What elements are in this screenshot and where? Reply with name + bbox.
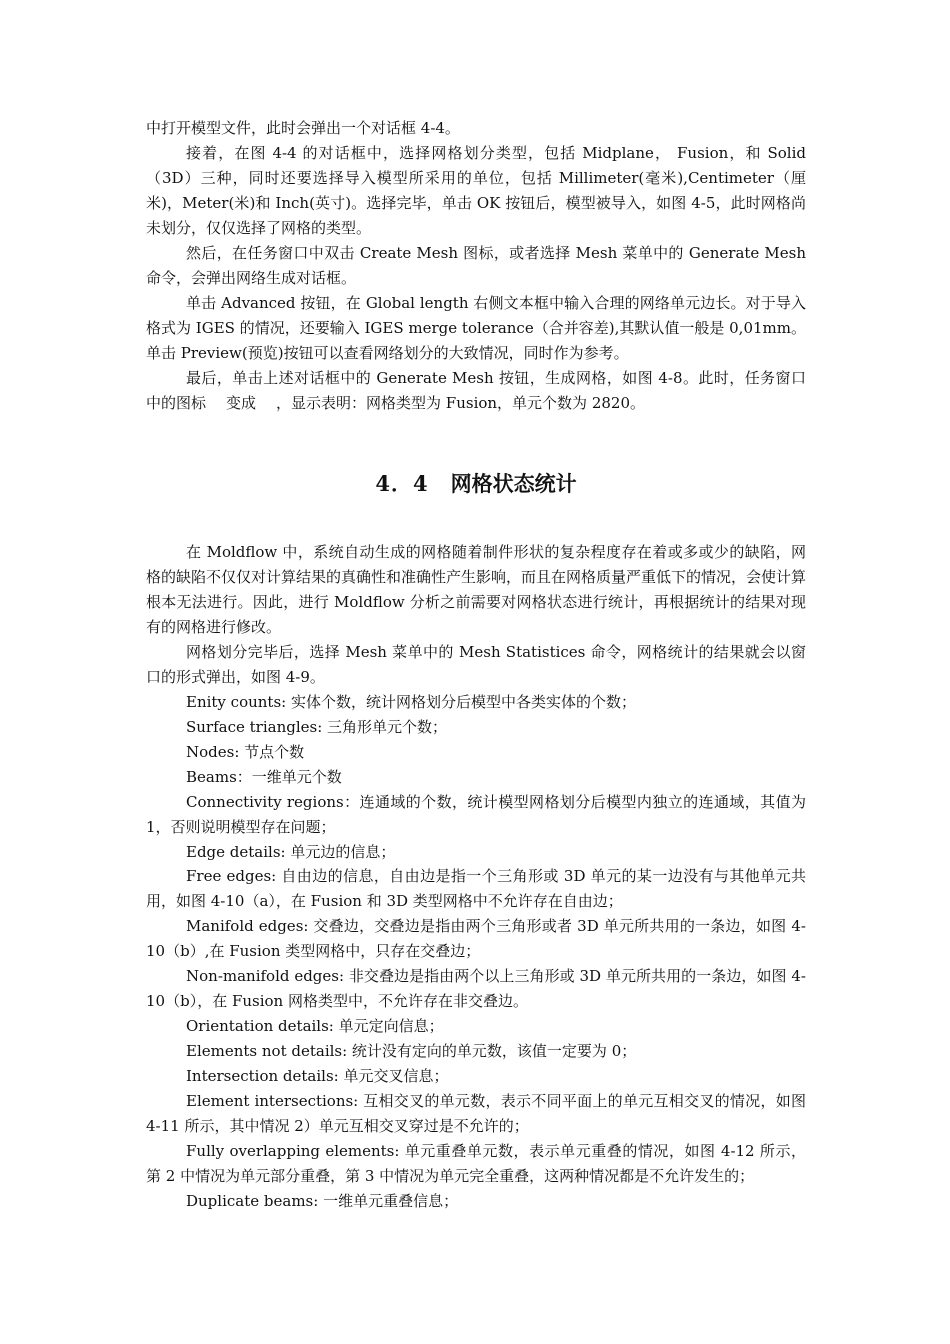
section-number: 4．4 (375, 471, 429, 496)
list-item: Connectivity regions：连通域的个数，统计模型网格划分后模型内独立的连通域，其值为 1，否则说明模型存在问题； (146, 793, 806, 836)
list-item: Fully overlapping elements: 单元重叠单元数，表示单元重叠的情况，如图 4-12 所示，第 2 中情况为单元部分重叠，第 3 中情况为单元完全重叠，这两种情况都是不允许发生的； (146, 1142, 806, 1185)
list-item: Elements not details: 统计没有定向的单元数，该值一定要为 0； (186, 1042, 637, 1060)
list-item: Manifold edges: 交叠边，交叠边是指由两个三角形或者 3D 单元所共用的一条边，如图 4-10（b）,在 Fusion 类型网格中，只存在交叠边； (146, 917, 806, 960)
para4-text-a: 最后，单击上述对话框中的 Generate Mesh 按钮，生成网格，如图 4-8。此时，任务窗口中的图标 (146, 369, 806, 412)
list-item: Element intersections: 互相交叉的单元数，表示不同平面上的单元互相交叉的情况，如图 4-11 所示，其中情况 2）单元互相交叉穿过是不允许的； (146, 1092, 806, 1135)
section-heading (146, 470, 806, 498)
list-item: Duplicate beams: 一维单元重叠信息； (186, 1192, 459, 1210)
intro-line: 中打开模型文件，此时会弹出一个对话框 4-4。 (146, 119, 460, 137)
list-item: Edge details: 单元边的信息； (186, 843, 396, 861)
list-item: Non-manifold edges: 非交叠边是指由两个以上三角形或 3D 单元所共用的一条边，如图 4-10（b），在 Fusion 网格类型中，不允许存在非交叠边。 (146, 967, 806, 1010)
body-paragraph-2: 网格划分完毕后，选择 Mesh 菜单中的 Mesh Statistices 命令，网格统计的结果就会以窗口的形式弹出，如图 4-9。 (146, 643, 806, 686)
intro-paragraph-3: 单击 Advanced 按钮，在 Global length 右侧文本框中输入合理的网络单元边长。对于导入格式为 IGES 的情况，还要输入 IGES merge tolerance（合并容差),其默认值一般是 0,01mm。单击 Preview(预览)按钮可以查看网络划分的大致情况，同时作为参考。 (146, 294, 806, 362)
list-item: Nodes: 节点个数 (186, 743, 305, 761)
list-item: Intersection details: 单元交叉信息； (186, 1067, 449, 1085)
list-item: Surface triangles: 三角形单元个数； (186, 718, 448, 736)
list-item: Orientation details: 单元定向信息； (186, 1017, 444, 1035)
para4-text-c: ，显示表明：网格类型为 Fusion，单元个数为 2820。 (276, 394, 645, 412)
list-item: Beams：一维单元个数 (186, 768, 342, 786)
para4-text-b: 变成 (226, 394, 257, 412)
list-item: Enity counts: 实体个数，统计网格划分后模型中各类实体的个数； (186, 693, 636, 711)
body-paragraph-1: 在 Moldflow 中，系统自动生成的网格随着制件形状的复杂程度存在着或多或少的缺陷，网格的缺陷不仅仅对计算结果的真确性和准确性产生影响，而且在网格质量严重低下的情况，会使计算根本无法进行。因此，进行 Moldflow 分析之前需要对网格状态进行统计，再根据统计的结果对现有的网格进行修改。 (146, 543, 807, 636)
intro-paragraph-4 (146, 366, 806, 416)
section-title: 网格状态统计 (450, 471, 577, 496)
intro-paragraph-2: 然后，在任务窗口中双击 Create Mesh 图标，或者选择 Mesh 菜单中的 Generate Mesh 命令，会弹出网络生成对话框。 (146, 244, 806, 287)
list-item: Free edges: 自由边的信息，自由边是指一个三角形或 3D 单元的某一边没有与其他单元共用，如图 4-10（a），在 Fusion 和 3D 类型网格中不允许存在自由边； (146, 867, 806, 910)
intro-paragraph-1: 接着，在图 4-4 的对话框中，选择网格划分类型，包括 Midplane， Fusion，和 Solid（3D）三种，同时还要选择导入模型所采用的单位，包括 Millimeter(毫米),Centimeter（厘米)，Meter(米)和 Inch(英寸)。选择完毕，单击 OK 按钮后，模型被导入，如图 4-5，此时网格尚未划分，仅仅选择了网格的类型。 (146, 144, 806, 237)
